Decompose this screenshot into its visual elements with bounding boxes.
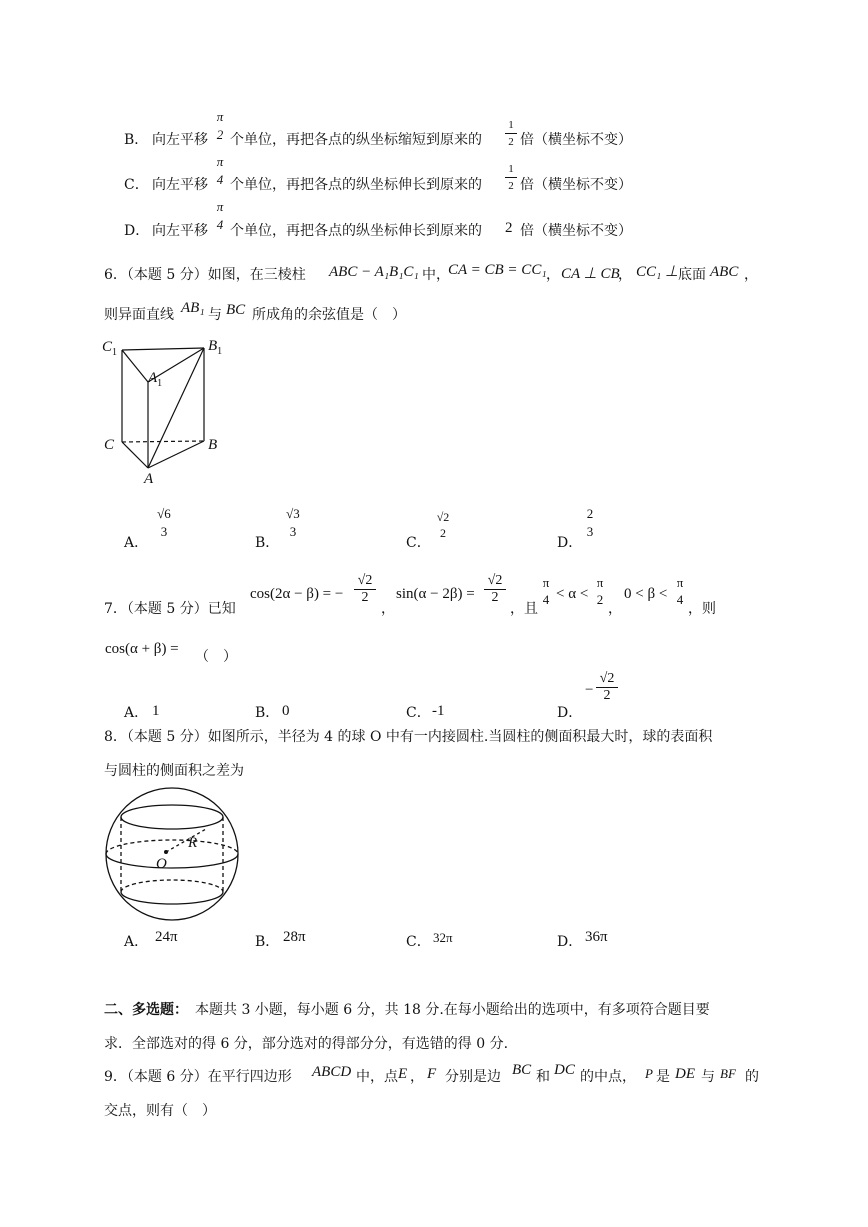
q9-stem: 中，点 — [356, 1069, 398, 1085]
option-text: 倍（横坐标不变） — [520, 177, 632, 193]
option-value: 24π — [155, 929, 178, 945]
q6-cond2: CA ⊥ CB — [561, 266, 620, 282]
option-label: B． — [255, 705, 280, 721]
q7-eq1: cos(2α − β) = − — [250, 586, 344, 602]
option-fraction: √2 2 — [436, 510, 450, 540]
q9-bc: BC — [512, 1062, 532, 1078]
prism-figure — [98, 332, 238, 492]
option-label: A． — [124, 535, 149, 551]
q7-range-fraction: π 4 — [542, 575, 550, 607]
option-label: B． — [255, 535, 280, 551]
q7-sep: ，则 — [688, 601, 716, 617]
q7-eq2-fraction: √2 2 — [484, 574, 506, 605]
option-label: C． — [124, 177, 149, 193]
option-label: A． — [124, 934, 149, 950]
q6-stem: 所成角的余弦值是（ ） — [252, 307, 406, 323]
q7-ask: cos(α + β) = — [105, 641, 179, 657]
q9-f: F — [427, 1066, 437, 1082]
section-title: 二、多选题： — [104, 1002, 188, 1018]
q7-blank: （ ） — [195, 649, 237, 665]
option-value: 0 — [282, 703, 290, 719]
label-a: A — [144, 471, 154, 487]
option-value: -1 — [432, 703, 445, 719]
option-value: 1 — [152, 703, 160, 719]
option-text: 向左平移 — [152, 177, 208, 193]
q7-stem: 7．（本题 5 分）已知 — [104, 601, 236, 617]
q6-bc: BC — [226, 302, 246, 318]
option-text: 倍（横坐标不变） — [520, 132, 632, 148]
shift-fraction: π 4 — [216, 199, 224, 232]
option-fraction: √3 3 — [286, 506, 300, 539]
coef-value: 2 — [505, 220, 513, 236]
coef-fraction: 1 2 — [505, 162, 517, 193]
q7-eq2: sin(α − 2β) = — [396, 586, 475, 602]
label-c1: $C_1$ — [102, 339, 118, 358]
option-neg: − — [585, 682, 594, 698]
option-label: C． — [406, 535, 431, 551]
option-label: D． — [557, 705, 583, 721]
option-text: 向左平移 — [152, 132, 208, 148]
q6-sep: ， — [618, 267, 632, 283]
q7-range: 0 < β < — [624, 586, 668, 602]
q9-bf: BF — [720, 1066, 736, 1081]
q6-stem: 底面 — [678, 267, 706, 283]
option-label: D． — [124, 223, 150, 239]
q6-ab1: AB₁ — [181, 300, 205, 316]
option-text: 个单位，再把各点的纵坐标缩短到原来的 — [230, 132, 482, 148]
section-text: 本题共 3 小题，每小题 6 分，共 18 分.在每小题给出的选项中，有多项符合题目要 — [195, 1002, 710, 1018]
option-text: 个单位，再把各点的纵坐标伸长到原来的 — [230, 223, 482, 239]
label-o: O — [156, 856, 167, 872]
q6-cond1: CA = CB = CC₁ — [448, 262, 547, 278]
q9-e: E — [398, 1066, 408, 1082]
q7-sep: ，且 — [510, 601, 538, 617]
option-label: D． — [557, 934, 583, 950]
q9-abcd: ABCD — [312, 1064, 352, 1080]
q6-stem: 则异面直线 — [104, 307, 174, 323]
option-label: C． — [406, 934, 431, 950]
option-label: B． — [255, 934, 280, 950]
center-point — [164, 850, 168, 854]
option-value: 28π — [283, 929, 306, 945]
option-fraction: √6 3 — [157, 506, 171, 539]
label-b1: $B_1$ — [208, 338, 223, 357]
q6-stem: ， — [744, 267, 758, 283]
label-r: R — [188, 835, 198, 851]
option-text: 向左平移 — [152, 223, 208, 239]
q8-stem: 8．（本题 5 分）如图所示，半径为 4 的球 O 中有一内接圆柱.当圆柱的侧面积最大时，球的表面积 — [104, 729, 713, 745]
q6-stem: 6．（本题 5 分）如图，在三棱柱 — [104, 267, 306, 283]
q9-stem: 分别是边 — [445, 1069, 501, 1085]
option-label: A． — [124, 705, 149, 721]
q7-sep: ， — [608, 601, 622, 617]
q6-prism: ABC − A₁B₁C₁ — [329, 264, 419, 280]
q7-sep: ， — [381, 601, 395, 617]
q9-stem: 与 — [701, 1069, 715, 1085]
coef-fraction: 1 2 — [505, 118, 517, 149]
option-text: 个单位，再把各点的纵坐标伸长到原来的 — [230, 177, 482, 193]
q6-sep: ， — [546, 267, 560, 283]
q8-stem: 与圆柱的侧面积之差为 — [104, 763, 244, 779]
option-fraction: 2 3 — [586, 506, 594, 539]
q7-range: < α < — [556, 586, 589, 602]
option-text: 倍（横坐标不变） — [520, 223, 632, 239]
q7-range-fraction: π 2 — [596, 575, 604, 607]
q6-stem: 中， — [422, 267, 450, 283]
shift-fraction: π 2 — [216, 109, 224, 142]
label-b: B — [208, 437, 218, 453]
q9-p: P — [645, 1066, 653, 1081]
label-c: C — [104, 437, 115, 453]
q9-dc: DC — [554, 1062, 575, 1078]
label-a1: $A_1$ — [148, 370, 163, 389]
q6-cond3: CC₁ ⊥ — [636, 264, 679, 280]
shift-fraction: π 4 — [216, 154, 224, 187]
option-label: C． — [406, 705, 431, 721]
q9-stem: 和 — [536, 1069, 550, 1085]
q6-stem: 与 — [208, 307, 222, 323]
option-value: 36π — [585, 929, 608, 945]
q9-stem: 的中点， — [580, 1069, 636, 1085]
q9-stem: 交点，则有（ ） — [104, 1103, 216, 1119]
section-text: 求．全部选对的得 6 分，部分选对的得部分分，有选错的得 0 分. — [104, 1036, 509, 1052]
q9-de: DE — [675, 1066, 695, 1082]
option-fraction: √2 2 — [596, 672, 618, 703]
q9-stem: 9．（本题 6 分）在平行四边形 — [104, 1069, 292, 1085]
option-label: D． — [557, 535, 583, 551]
option-value: 32π — [433, 930, 453, 945]
q7-range-fraction: π 4 — [676, 575, 684, 607]
q9-stem: 的 — [745, 1069, 759, 1085]
q7-eq1-fraction: √2 2 — [354, 574, 376, 605]
q9-stem: 是 — [656, 1069, 670, 1085]
option-label: B． — [124, 132, 149, 148]
q6-abc: ABC — [710, 264, 739, 280]
sphere-cylinder-figure — [100, 784, 250, 926]
q9-stem: ， — [410, 1069, 424, 1085]
